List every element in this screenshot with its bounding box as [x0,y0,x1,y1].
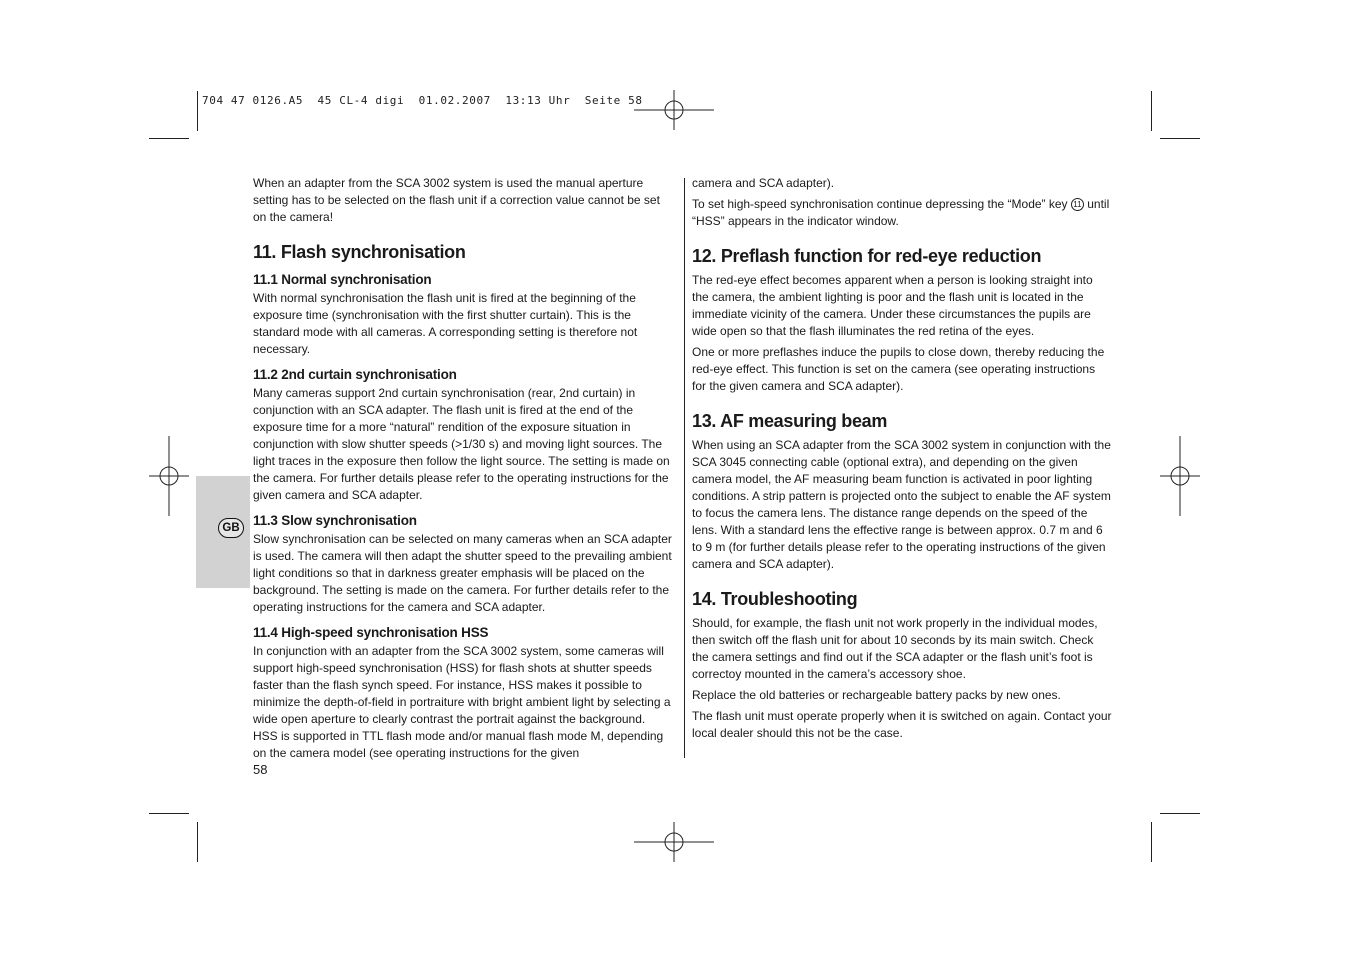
section-14-paragraph-3: The flash unit must operate properly when it is switched on again. Contact your local dealer should this not be the case. [692,709,1112,740]
section-13-heading: 13. AF measuring beam [692,411,888,431]
section-14-heading: 14. Troubleshooting [692,589,858,609]
hss-instruction-a: To set high-speed synchronisation continue depressing the “Mode” key [692,197,1068,211]
intro-paragraph: When an adapter from the SCA 3002 system is used the manual aperture setting has to be selected on the flash unit if a correction value cannot be set on the camera! [253,176,660,224]
section-12-paragraph-1: The red-eye effect becomes apparent when a person is looking straight into the camera, the ambient lighting is poor and the flash unit is located in the immediate vicinity of the camera. Under these circumstances the pupils are wide open so that the flash illuminates the red retina of the eyes. [692,273,1093,338]
registration-mark-right [1160,436,1200,516]
crop-mark [197,91,198,131]
section-11-heading: 11. Flash synchronisation [253,242,466,262]
subsection-11-3-text: Slow synchronisation can be selected on many cameras when an SCA adapter is used. The camera will then adapt the shutter speed to the prevailing ambient light conditions so that in darkness greater emphasis will be placed on the background. The setting is made on the camera. For further details refer to the operating instructions for the camera and SCA adapter. [253,532,672,614]
crop-mark [149,138,189,139]
section-12-paragraph-2: One or more preflashes induce the pupils to close down, thereby reducing the red-eye effect. This function is set on the camera (see operating instructions for the given camera and SCA adapter). [692,345,1105,393]
crop-mark [1160,138,1200,139]
crop-mark [1160,813,1200,814]
section-12-heading: 12. Preflash function for red-eye reduction [692,246,1042,266]
language-badge: GB [218,518,244,538]
crop-mark [1151,822,1152,862]
page-number: 58 [253,762,268,777]
section-14-paragraph-2: Replace the old batteries or rechargeable battery packs by new ones. [692,688,1061,702]
crop-mark [1151,91,1152,131]
continued-text: camera and SCA adapter). [692,176,835,190]
subsection-11-2-heading: 11.2 2nd curtain synchronisation [253,367,457,382]
mode-key-number: 11 [1071,198,1084,211]
section-13-paragraph-1: When using an SCA adapter from the SCA 3002 system in conjunction with the SCA 3045 connecting cable (optional extra), and depending on the given camera model, the AF measuring beam function is activated in poor lighting conditions. A strip pattern is projected onto the subject to enable the AF system to focus the camera lens. The distance range depends on the speed of the lens. With a standard lens the effective range is between approx. 0.7 m and 6 to 9 m (for further details please refer to the operating instructions of the given camera and SCA adapter). [692,438,1111,571]
right-column [692,175,1112,746]
registration-mark-left [149,436,189,516]
crop-mark [197,822,198,862]
subsection-11-4-text: In conjunction with an adapter from the SCA 3002 system, some cameras will support high-speed synchronisation (HSS) for flash shots at shutter speeds faster than the flash synch speed. For instance, HSS makes it possible to minimize the depth-of-field in portraiture with bright ambient light by selecting a wide open aperture to clearly contrast the portrait against the background. HSS is supported in TTL flash mode and/or manual flash mode M, depending on the camera model (see operating instructions for the given [253,644,671,760]
column-divider [684,178,685,758]
left-column [253,175,673,766]
language-tab [196,476,250,588]
print-slug: 704 47 0126.A5 45 CL-4 digi 01.02.2007 13:13 Uhr Seite 58 [202,94,643,107]
subsection-11-3-heading: 11.3 Slow synchronisation [253,513,417,528]
crop-mark [149,813,189,814]
registration-mark-top [634,90,714,130]
hss-instruction-b: until “HSS” appears in the indicator window. [692,197,1110,228]
subsection-11-2-text: Many cameras support 2nd curtain synchronisation (rear, 2nd curtain) in conjunction with an SCA adapter. The flash unit is fired at the end of the exposure time for a more “natural” rendition of the exposure situation in conjunction with slow shutter speeds (>1/30 s) and moving light sources. The light traces in the exposure then follow the light source. The setting is made on the camera. For further details please refer to the operating instructions for the given camera and SCA adapter. [253,386,670,502]
registration-mark-bottom [634,822,714,862]
subsection-11-1-text: With normal synchronisation the flash unit is fired at the beginning of the exposure time (synchronisation with the first shutter curtain). This is the standard mode with all cameras. A corresponding setting is therefore not necessary. [253,291,638,356]
section-14-paragraph-1: Should, for example, the flash unit not work properly in the individual modes, then switch off the flash unit for about 10 seconds by its main switch. Check the camera settings and find out if the SCA adapter or the flash unit’s foot is correctoy mounted in the camera’s accessory shoe. [692,616,1098,681]
hss-instruction [692,196,1112,230]
subsection-11-1-heading: 11.1 Normal synchronisation [253,272,432,287]
subsection-11-4-heading: 11.4 High-speed synchronisation HSS [253,625,489,640]
